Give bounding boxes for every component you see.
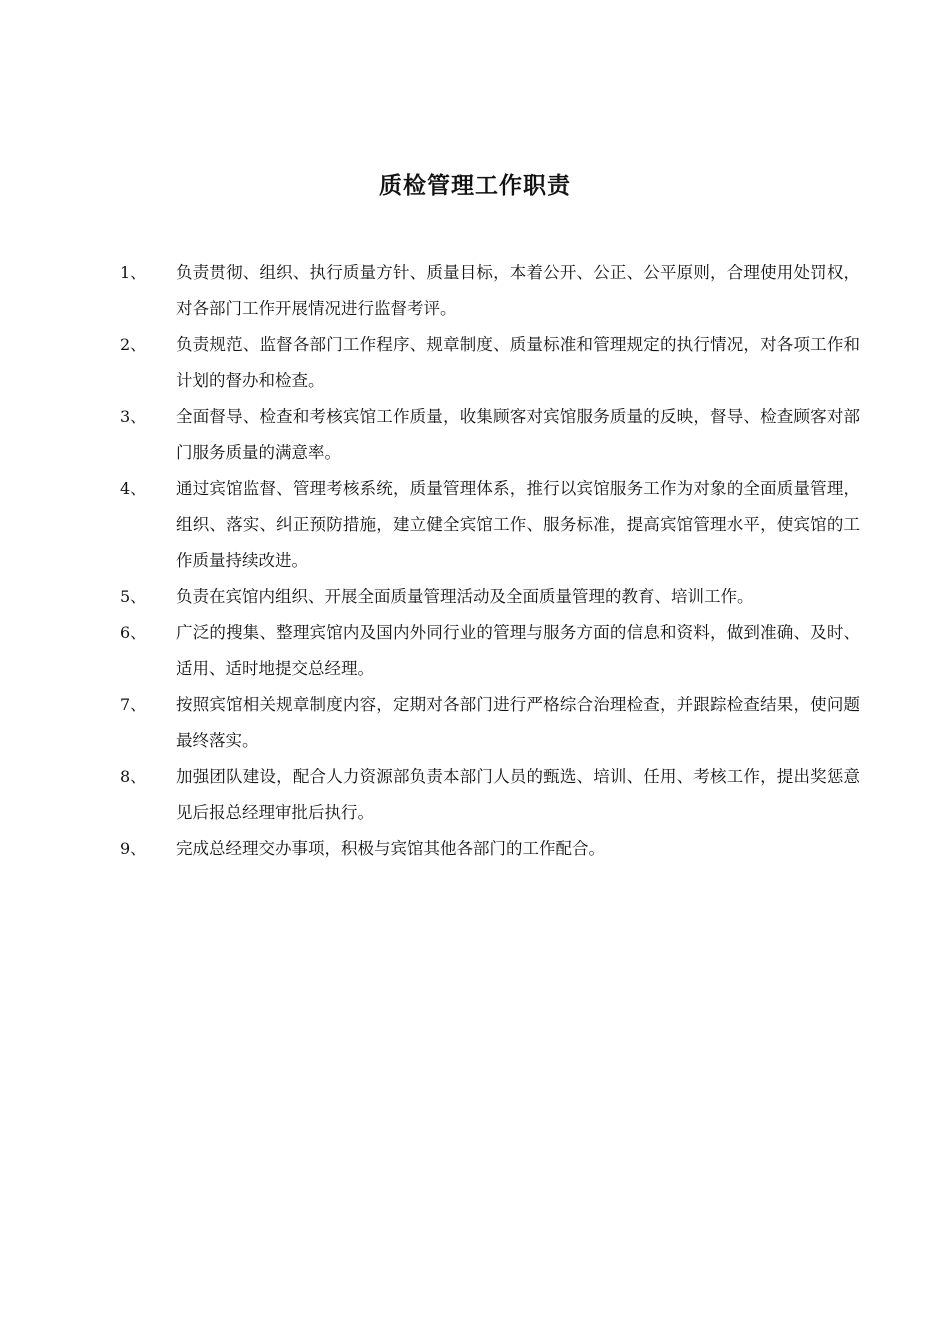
document-title: 质检管理工作职责 — [379, 172, 571, 199]
list-item — [118, 327, 860, 399]
item-text: 加强团队建设，配合人力资源部负责本部门人员的甄选、培训、任用、考核工作，提出奖惩意见后报总经理审批后执行。 — [176, 767, 860, 822]
item-number: 3、 — [120, 407, 147, 426]
item-number: 8、 — [120, 767, 147, 786]
list-item — [118, 615, 860, 687]
item-text: 广泛的搜集、整理宾馆内及国内外同行业的管理与服务方面的信息和资料，做到准确、及时、适用、适时地提交总经理。 — [176, 623, 860, 678]
item-number: 1、 — [120, 263, 147, 282]
item-number: 4、 — [120, 479, 147, 498]
list-item — [118, 579, 860, 615]
item-number: 6、 — [120, 623, 147, 642]
list-item — [118, 399, 860, 471]
list-item — [118, 831, 860, 867]
item-text: 负责在宾馆内组织、开展全面质量管理活动及全面质量管理的教育、培训工作。 — [176, 587, 754, 606]
list-item — [118, 759, 860, 831]
item-text: 全面督导、检查和考核宾馆工作质量，收集顾客对宾馆服务质量的反映，督导、检查顾客对部门服务质量的满意率。 — [176, 407, 860, 462]
list-item — [118, 255, 860, 327]
item-number: 7、 — [120, 695, 147, 714]
list-item — [118, 471, 860, 579]
item-number: 9、 — [120, 839, 147, 858]
item-text: 负责规范、监督各部门工作程序、规章制度、质量标准和管理规定的执行情况，对各项工作和计划的督办和检查。 — [176, 335, 860, 390]
list-item — [118, 687, 860, 759]
item-text: 按照宾馆相关规章制度内容，定期对各部门进行严格综合治理检查，并跟踪检查结果，使问题最终落实。 — [176, 695, 860, 750]
item-number: 2、 — [120, 335, 147, 354]
item-text: 完成总经理交办事项，积极与宾馆其他各部门的工作配合。 — [176, 839, 605, 858]
item-number: 5、 — [120, 587, 147, 606]
item-text: 负责贯彻、组织、执行质量方针、质量目标，本着公开、公正、公平原则，合理使用处罚权，对各部门工作开展情况进行监督考评。 — [176, 263, 860, 318]
duty-list — [118, 255, 860, 867]
item-text: 通过宾馆监督、管理考核系统，质量管理体系，推行以宾馆服务工作为对象的全面质量管理，组织、落实、纠正预防措施，建立健全宾馆工作、服务标准，提高宾馆管理水平，使宾馆的工作质量持续改进。 — [176, 479, 860, 570]
